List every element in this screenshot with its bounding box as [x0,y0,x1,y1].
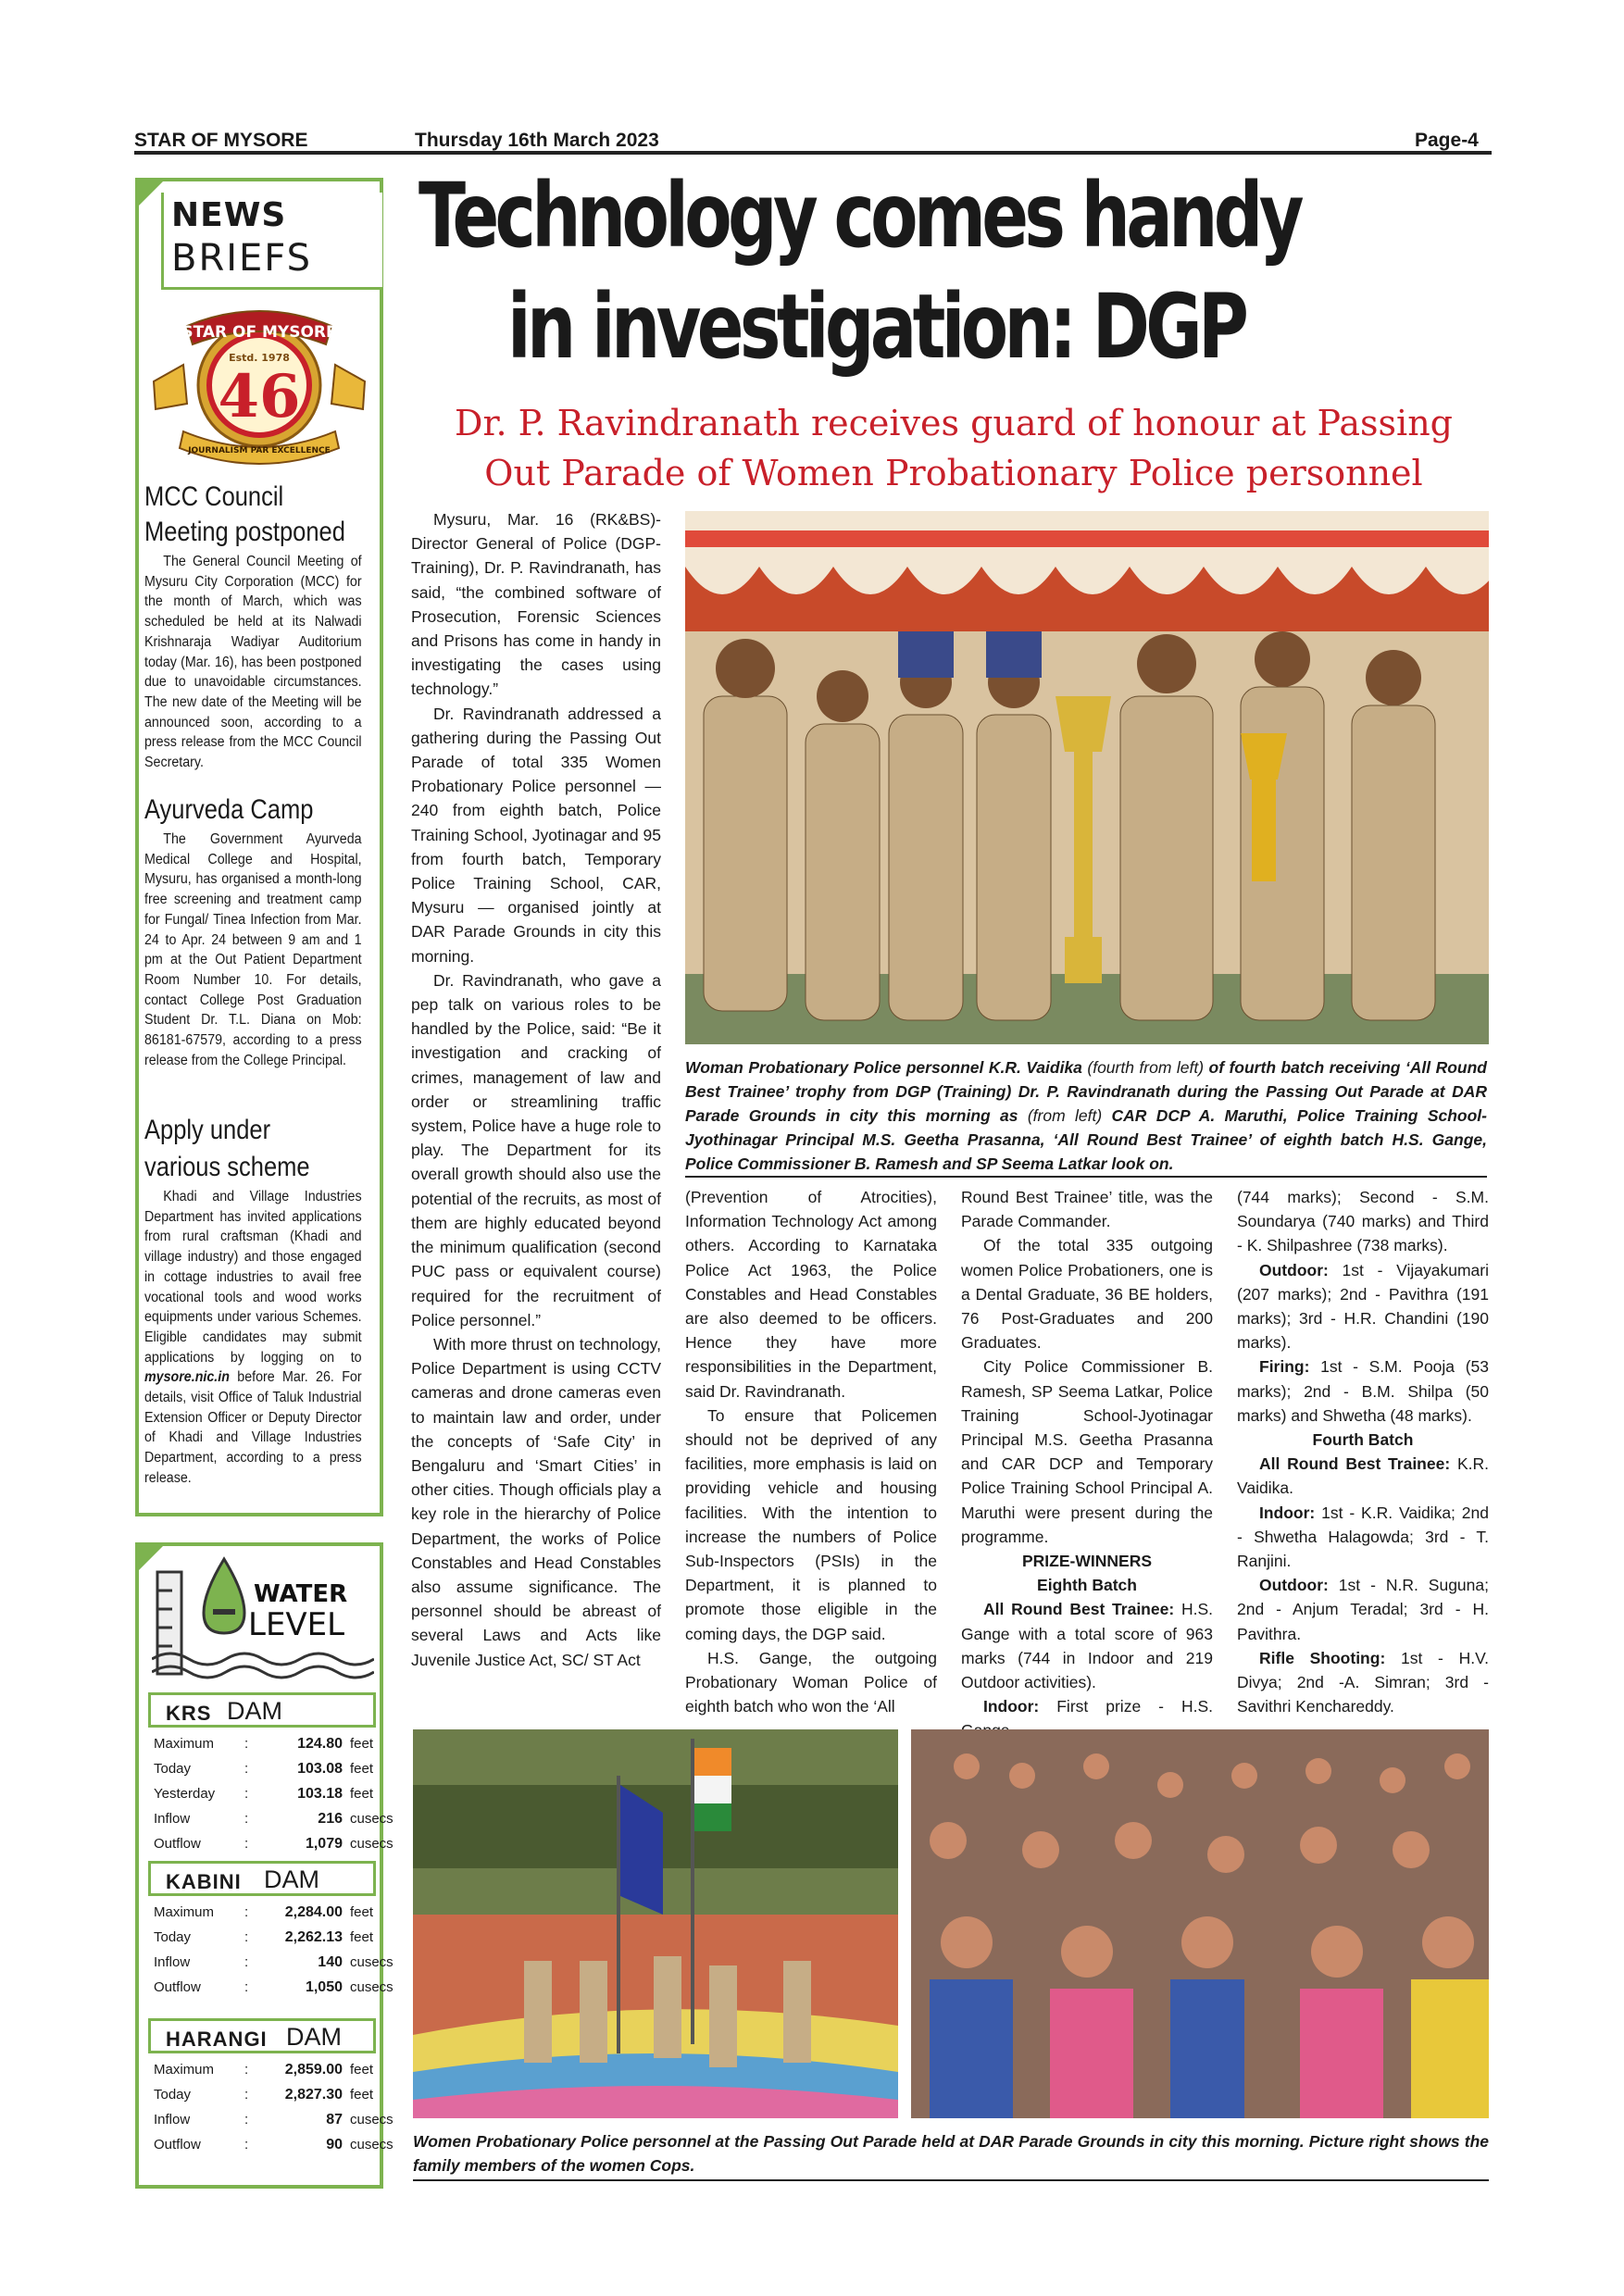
harangi-dam-table [148,2057,394,2157]
headline-line1: Technology comes handy [418,164,1300,268]
reading-value: 124.80 [297,1736,343,1752]
paragraph: City Police Commissioner B. Ramesh, SP Seema Latkar, Police Training School-Jyotinagar Principal M.S. Geetha Prasanna and CAR DCP and Temporary Police Training School Principal A. Maruthi were present during the programme. [961,1357,1213,1546]
page-number: Page-4 [1415,130,1479,151]
dam-reading-row [148,1950,394,1975]
reading-value: 216 [318,1811,343,1827]
reading-unit: feet [350,2062,374,2078]
reading-unit: cusecs [350,1954,394,1970]
crowd-photo [911,1729,1489,2118]
reading-colon: : [244,1929,249,1945]
paragraph: To ensure that Policemen should not be deprived of any facilities, more emphasis is laid on providing vehicle and housing facilities. With the intention to increase the numbers of Police Sub-Inspectors (PSIs) in the Department, it is planned to promote those eligible in the coming days, the DGP said. [685,1405,937,1643]
reading-label: Today [154,1761,192,1777]
article-column-2 [685,1185,937,1718]
dam-reading-row [148,2082,380,2107]
paragraph: Dr. Ravindranath, who gave a pep talk on various roles to be handled by the Police, said: “Be it investigation and cracking of crimes, management of law and order or streamlining traffic system, Police have a huge role to play. The Department for its overall growth should also use the potential of the recruits, as most of them are highly educated beyond the minimum qualification (second PUC pass or equivalent course) required for the recruitment of Police personnel.” [411,970,661,1329]
reading-label: Inflow [154,1811,191,1827]
fourth-batch-heading: Fourth Batch [1312,1430,1414,1450]
harangi-dam-header: HARANGI DAM [148,2018,376,2053]
reading-label: Maximum [154,2062,215,2078]
news-briefs-box [135,178,383,1516]
paragraph: Of the total 335 outgoing women Police Probationers, one is a Dental Graduate, 36 BE holders, 76 Post-Graduates and 200 Graduates. [961,1236,1213,1353]
level-title: LEVEL [248,1606,345,1643]
article-column-3 [961,1185,1213,1743]
reading-colon: : [244,1811,249,1827]
water-level-box [135,1542,394,2189]
reading-label: Today [154,1929,192,1945]
logo-top-text: STAR OF MYSORE [181,323,337,342]
reading-unit: feet [350,1736,374,1752]
paragraph: Indoor: 1st - K.R. Vaidika; 2nd - Shwetha Halagowda; 3rd - T. Ranjini. [1237,1503,1489,1571]
reading-colon: : [244,2062,249,2078]
krs-dam-table [148,1731,394,1856]
paragraph: All Round Best Trainee: K.R. Vaidika. [1237,1454,1489,1498]
reading-colon: : [244,1786,249,1802]
kabini-dam-header: KABINI DAM [148,1861,376,1896]
paragraph: H.S. Gange, the outgoing Probationary Woman Police of eighth batch who won the ‘All [685,1648,937,1716]
reading-colon: : [244,1836,249,1852]
paper-name: STAR OF MYSORE [134,130,308,151]
reading-value: 103.18 [297,1786,343,1802]
paragraph: Mysuru, Mar. 16 (RK&BS)- Director General of Police (DGP-Training), Dr. P. Ravindranath, has said, “the combined software of Prosecution, Forensic Sciences and Prisons has come in handy in investigating the cases using technology.” [411,510,661,699]
brief-3-heading-l2: various scheme [144,1152,310,1182]
reading-unit: cusecs [350,2112,394,2128]
article-column-4 [1237,1185,1489,1718]
brief-1-heading-l1: MCC Council [144,481,284,512]
reading-colon: : [244,2087,249,2103]
issue-date: Thursday 16th March 2023 [415,130,659,151]
reading-value: 87 [326,2112,343,2128]
reading-colon: : [244,1736,249,1752]
paragraph: Rifle Shooting: 1st - H.V. Divya; 2nd -A. Simran; 3rd - Savithri Kenchareddy. [1237,1648,1489,1716]
reading-unit: cusecs [350,1811,394,1827]
dam-reading-row [148,1900,380,1925]
reading-value: 2,262.13 [284,1929,343,1945]
reading-colon: : [244,1761,249,1777]
paragraph: All Round Best Trainee: H.S. Gange with a total score of 963 marks (744 in Indoor and 219 Outdoor activities). [961,1600,1213,1692]
brief-1-heading-l2: Meeting postponed [144,517,345,547]
dam-reading-row [148,1975,394,2000]
eighth-batch-heading: Eighth Batch [1037,1576,1137,1595]
dam-reading-row [148,1756,380,1781]
deck-line1: Dr. P. Ravindranath receives guard of honour at Passing [454,403,1454,443]
dam-reading-row [148,2057,380,2082]
reading-label: Inflow [154,2112,191,2128]
reading-unit: feet [350,1786,374,1802]
reading-colon: : [244,1954,249,1970]
reading-value: 2,827.30 [284,2087,343,2103]
reading-value: 103.08 [297,1761,343,1777]
paragraph: (744 marks); Second - S.M. Soundarya (740 marks) and Third - K. Shilpashree (738 marks). [1237,1188,1489,1255]
paragraph: Outdoor: 1st - Vijayakumari (207 marks); 2nd - Pavithra (191 marks); 3rd - H.R. Chandini (190 marks). [1237,1260,1489,1353]
paragraph: With more thrust on technology, Police Department is using CCTV cameras and drone cameras even to maintain law and order, under the concepts of ‘Safe City’ in Bengaluru and ‘Smart Cities’ in other cities. Though officials play a key role in the hierarchy of Police Department, the works of Police Constables and Head Constables also assume significance. The personnel should be abreast of several Laws and Acts like Juvenile Justice Act, SC/ ST Act [411,1334,661,1669]
paragraph: Indoor: First prize - H.S. [983,1697,1213,1716]
paragraph: Dr. Ravindranath addressed a gathering during the Passing Out Parade of total 335 Women Probationary Police personnel — 240 from eighth batch, Police Training School, Jyotinagar and 95 from fourth batch, Temporary Police Training School, CAR, Mysuru — organised jointly at DAR Parade Grounds in city this morning. [411,704,661,966]
brief-2-heading: Ayurveda Camp [144,794,314,825]
corner-accent [139,181,163,206]
reading-colon: : [244,2112,249,2128]
reading-label: Outflow [154,1979,201,1995]
reading-unit: cusecs [350,1979,394,1995]
dam-reading-row [148,1731,380,1756]
star-of-mysore-46-logo [146,300,372,467]
dam-reading-row [148,2132,394,2157]
reading-value: 2,284.00 [284,1904,343,1920]
water-title: WATER [254,1580,348,1608]
reading-value: 90 [326,2137,343,2152]
kabini-dam-table [148,1900,394,2000]
photo-caption-1: Woman Probationary Police personnel K.R. Vaidika (fourth from left) of fourth batch receiving ‘All Round Best Trainee’ trophy from DGP (Training) Dr. P. Ravindranath during the Passing Out Parade at DAR Parade Grounds in city this morning as (from left) CAR DCP A. Maruthi, Police Training School-Jyothinagar Principal M.S. Geetha Prasanna, ‘All Round Best Trainee’ of eighth batch H.S. Gange, Police Commissioner B. Ramesh and SP Seema Latkar look on. [685,1058,1487,1173]
reading-label: Outflow [154,2137,201,2152]
krs-dam-header: KRS DAM [148,1692,376,1728]
brief-3-body: Khadi and Village Industries Department has invited applications from rural craftsman (Khadi and village industry) and those engaged in cottage industries to avail free vocational tools and wood works equipments under various Schemes. Eligible candidates may submit applications by logging on to mysore.nic.in before Mar. 26. For details, visit Office of Taluk Industrial Extension Officer or Deputy Director of Khadi and Village Industries Department, according to a press release. [144,1189,362,1486]
brief-3-heading-l1: Apply under [144,1115,271,1145]
photo-caption-2: Women Probationary Police personnel at the Passing Out Parade held at DAR Parade Grounds in city this morning. Picture right shows the family members of the women Cops. [413,2132,1489,2175]
reading-unit: feet [350,1761,374,1777]
reading-colon: : [244,1904,249,1920]
reading-label: Maximum [154,1904,215,1920]
logo-ribbon: JOURNALISM PAR EXCELLENCE [188,446,331,455]
reading-unit: cusecs [350,2137,394,2152]
website-link[interactable]: mysore.nic.in [144,1369,230,1386]
brief-1-body: The General Council Meeting of Mysuru City Corporation (MCC) for the month of March, which was scheduled be held at its Nalwadi Krishnaraja Wadiyar Auditorium today (Mar. 16), has been postponed due to unavoidable circumstances. The new date of the Meeting will be announced soon, according to a press release from the MCC Council Secretary. [144,554,362,771]
news-briefs-title [161,193,382,290]
reading-value: 140 [318,1954,343,1970]
caption-rule [685,1176,1487,1178]
logo-estd: Estd. 1978 [229,352,290,364]
logo-number: 46 [218,362,301,431]
briefs-title: BRIEFS [171,237,312,280]
paragraph: Firing: 1st - S.M. Pooja (53 marks); 2nd - B.M. Shilpa (50 marks) and Shwetha (48 marks). [1237,1357,1489,1425]
reading-label: Maximum [154,1736,215,1752]
dam-reading-row [148,2107,394,2132]
trophy-photo [685,511,1489,1044]
paragraph: Outdoor: 1st - N.R. Suguna; 2nd - Anjum Teradal; 3rd - H. Pavithra. [1237,1576,1489,1643]
brief-2-body: The Government Ayurveda Medical College and Hospital, Mysuru, has organised a month-long free screening and treatment camp for Fungal/ Tinea Infection from Mar. 24 to Apr. 24 between 9 am and 1 pm at the Out Patient Department Room Number 10. For details, contact College Post Graduation Student Dr. T.L. Diana on Mob: 86181-67579, according to a press release from the College Principal. [144,831,362,1068]
paragraph: (Prevention of Atrocities), Information Technology Act among others. According to Karnataka Police Act 1963, the Police Constables and Head Constables are also deemed to be officers. Hence they have more responsibilities in the Department, said Dr. Ravindranath. [685,1188,937,1401]
paragraph: Round Best Trainee’ title, was the Parade Commander. [961,1188,1213,1231]
reading-unit: feet [350,1904,374,1920]
parade-photo [413,1729,898,2118]
dam-reading-row [148,1925,380,1950]
reading-value: 2,859.00 [284,2062,343,2078]
dam-reading-row [148,1831,394,1856]
prize-winners-heading: PRIZE-WINNERS [1022,1552,1152,1571]
headline-line2: in investigation: DGP [507,275,1245,379]
water-level-graphic [152,1555,374,1681]
reading-label: Inflow [154,1954,191,1970]
reading-unit: feet [350,2087,374,2103]
masthead-rule [134,151,1492,155]
reading-unit: cusecs [350,1836,394,1852]
reading-colon: : [244,2137,249,2152]
reading-value: 1,050 [305,1979,343,1995]
dam-reading-row [148,1781,380,1806]
reading-unit: feet [350,1929,374,1945]
reading-label: Today [154,2087,192,2103]
reading-colon: : [244,1979,249,1995]
dam-reading-row [148,1806,394,1831]
reading-label: Outflow [154,1836,201,1852]
deck-line2: Out Parade of Women Probationary Police personnel [484,453,1423,493]
news-title: NEWS [171,196,287,234]
article-column-1 [411,507,661,1672]
reading-value: 1,079 [305,1836,343,1852]
caption-rule [413,2179,1489,2181]
reading-label: Yesterday [154,1786,216,1802]
